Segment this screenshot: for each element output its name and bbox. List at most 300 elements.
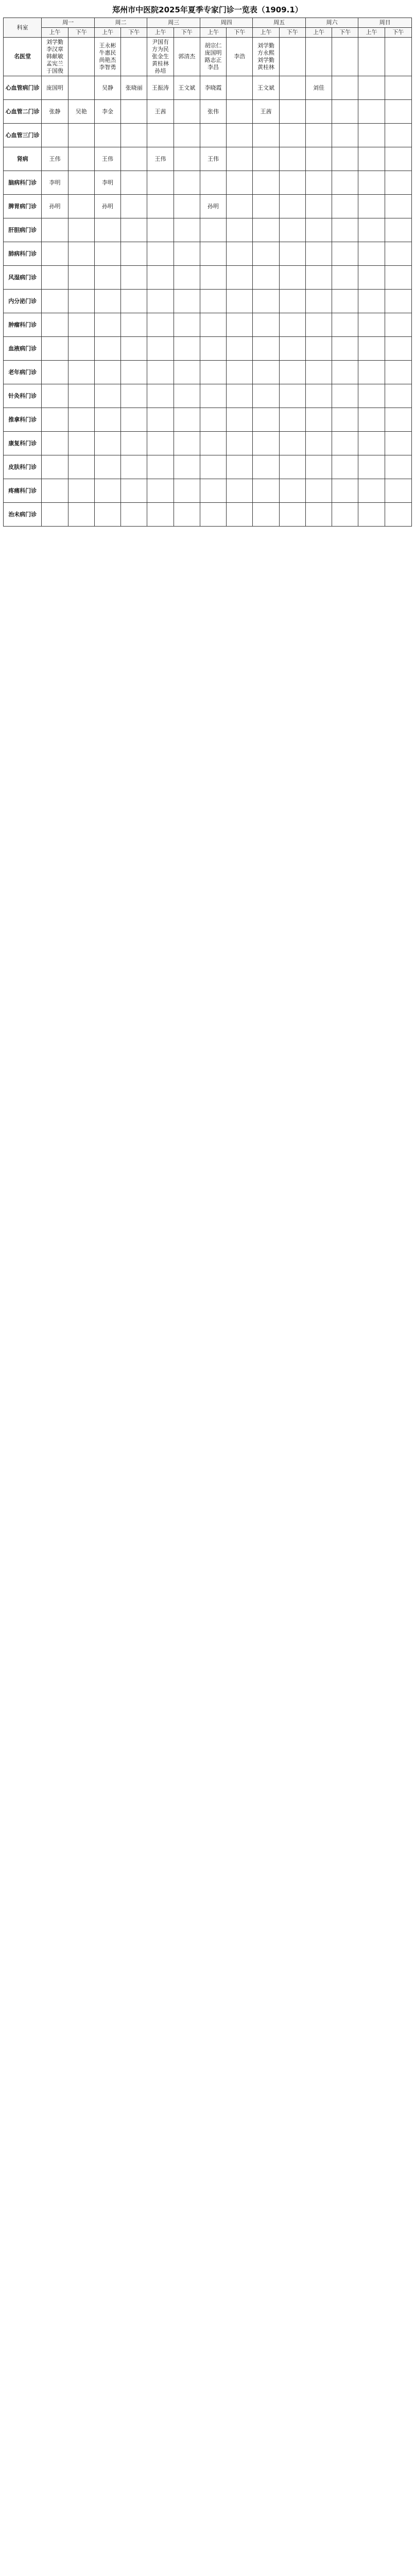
schedule-cell xyxy=(385,195,411,218)
schedule-cell xyxy=(42,218,68,242)
table-row xyxy=(4,242,412,266)
table-row xyxy=(4,38,412,76)
schedule-cell xyxy=(121,266,147,290)
schedule-cell xyxy=(121,218,147,242)
schedule-cell xyxy=(358,313,385,337)
schedule-cell xyxy=(227,242,253,266)
schedule-cell xyxy=(68,313,94,337)
schedule-cell xyxy=(94,384,120,408)
schedule-cell xyxy=(200,218,226,242)
schedule-cell xyxy=(94,290,120,313)
schedule-cell xyxy=(305,38,332,76)
schedule-cell xyxy=(253,337,279,361)
schedule-cell xyxy=(147,432,174,455)
schedule-cell xyxy=(253,195,279,218)
schedule-cell xyxy=(332,38,358,76)
schedule-cell xyxy=(94,124,120,147)
schedule-cell xyxy=(200,337,226,361)
schedule-cell xyxy=(227,384,253,408)
schedule-cell xyxy=(147,195,174,218)
schedule-cell xyxy=(68,171,94,195)
dept-cell: 肝胆病门诊 xyxy=(4,218,42,242)
schedule-cell xyxy=(68,337,94,361)
schedule-cell xyxy=(68,503,94,527)
schedule-cell xyxy=(174,455,200,479)
schedule-cell xyxy=(94,479,120,503)
schedule-cell xyxy=(305,266,332,290)
schedule-cell xyxy=(279,455,305,479)
dept-cell: 肺病科门诊 xyxy=(4,242,42,266)
schedule-cell xyxy=(174,195,200,218)
schedule-cell xyxy=(385,337,411,361)
schedule-cell xyxy=(42,361,68,384)
schedule-cell xyxy=(121,337,147,361)
schedule-cell xyxy=(358,100,385,124)
header-am: 上午 xyxy=(305,28,332,38)
schedule-cell xyxy=(305,432,332,455)
schedule-cell xyxy=(227,432,253,455)
header-dept: 科室 xyxy=(4,18,42,38)
schedule-cell xyxy=(68,408,94,432)
schedule-cell xyxy=(358,124,385,147)
schedule-cell: 王永彬 牛惠民 尚艳杰 李智勇 xyxy=(94,38,120,76)
schedule-cell xyxy=(121,313,147,337)
schedule-cell xyxy=(385,313,411,337)
schedule-cell: 王伟 xyxy=(200,147,226,171)
schedule-cell xyxy=(121,290,147,313)
schedule-cell xyxy=(200,171,226,195)
table-row xyxy=(4,266,412,290)
schedule-cell xyxy=(305,290,332,313)
schedule-cell xyxy=(385,432,411,455)
schedule-cell xyxy=(121,479,147,503)
schedule-cell xyxy=(332,100,358,124)
schedule-cell xyxy=(358,218,385,242)
schedule-cell xyxy=(305,503,332,527)
schedule-cell xyxy=(200,384,226,408)
schedule-cell xyxy=(147,290,174,313)
table-row xyxy=(4,100,412,124)
schedule-cell xyxy=(305,455,332,479)
schedule-cell xyxy=(42,242,68,266)
table-row xyxy=(4,195,412,218)
schedule-cell xyxy=(385,361,411,384)
schedule-cell xyxy=(147,455,174,479)
schedule-cell xyxy=(253,479,279,503)
schedule-cell xyxy=(332,337,358,361)
table-subheader-row xyxy=(4,28,412,38)
schedule-cell xyxy=(358,38,385,76)
schedule-cell xyxy=(305,100,332,124)
schedule-cell xyxy=(385,384,411,408)
dept-cell: 脾胃病门诊 xyxy=(4,195,42,218)
schedule-cell xyxy=(385,503,411,527)
schedule-cell xyxy=(253,124,279,147)
schedule-cell: 刘学勤 方永熙 刘学勤 黄桂林 xyxy=(253,38,279,76)
schedule-cell xyxy=(279,313,305,337)
schedule-cell xyxy=(174,218,200,242)
schedule-cell xyxy=(332,124,358,147)
schedule-cell xyxy=(147,384,174,408)
table-header-row xyxy=(4,18,412,28)
schedule-cell xyxy=(174,384,200,408)
schedule-cell xyxy=(68,290,94,313)
schedule-cell xyxy=(279,479,305,503)
schedule-cell xyxy=(358,147,385,171)
schedule-cell xyxy=(332,266,358,290)
header-pm: 下午 xyxy=(332,28,358,38)
schedule-cell: 李晓霞 xyxy=(200,76,226,100)
schedule-cell: 王伟 xyxy=(94,147,120,171)
schedule-cell xyxy=(200,479,226,503)
table-row xyxy=(4,171,412,195)
schedule-cell xyxy=(253,266,279,290)
header-am: 上午 xyxy=(94,28,120,38)
schedule-cell xyxy=(121,361,147,384)
schedule-cell xyxy=(147,171,174,195)
schedule-cell xyxy=(42,455,68,479)
dept-cell: 康复科门诊 xyxy=(4,432,42,455)
schedule-cell xyxy=(305,384,332,408)
schedule-cell xyxy=(121,384,147,408)
schedule-cell xyxy=(305,242,332,266)
schedule-cell xyxy=(42,290,68,313)
header-pm: 下午 xyxy=(279,28,305,38)
schedule-cell xyxy=(332,408,358,432)
schedule-cell xyxy=(68,384,94,408)
schedule-cell xyxy=(279,195,305,218)
schedule-cell xyxy=(358,337,385,361)
schedule-cell: 李浩 xyxy=(227,38,253,76)
schedule-cell xyxy=(253,147,279,171)
schedule-cell xyxy=(279,384,305,408)
schedule-cell xyxy=(200,408,226,432)
schedule-cell xyxy=(227,361,253,384)
schedule-cell xyxy=(121,432,147,455)
schedule-cell xyxy=(94,218,120,242)
schedule-cell: 孙明 xyxy=(94,195,120,218)
schedule-cell xyxy=(94,337,120,361)
table-row xyxy=(4,76,412,100)
schedule-cell xyxy=(68,242,94,266)
schedule-cell xyxy=(147,218,174,242)
header-pm: 下午 xyxy=(68,28,94,38)
schedule-cell xyxy=(332,171,358,195)
schedule-cell xyxy=(227,266,253,290)
header-day: 周三 xyxy=(147,18,200,28)
schedule-cell xyxy=(279,242,305,266)
schedule-cell xyxy=(358,455,385,479)
schedule-cell xyxy=(279,124,305,147)
schedule-cell xyxy=(358,408,385,432)
schedule-cell xyxy=(332,76,358,100)
schedule-cell xyxy=(358,479,385,503)
schedule-cell xyxy=(253,218,279,242)
header-pm: 下午 xyxy=(121,28,147,38)
header-day: 周四 xyxy=(200,18,253,28)
schedule-cell xyxy=(279,100,305,124)
schedule-cell xyxy=(174,361,200,384)
schedule-cell xyxy=(174,337,200,361)
schedule-cell xyxy=(121,242,147,266)
schedule-cell: 张静 xyxy=(42,100,68,124)
table-row xyxy=(4,503,412,527)
header-day: 周二 xyxy=(94,18,147,28)
schedule-cell xyxy=(385,76,411,100)
schedule-cell xyxy=(385,479,411,503)
schedule-cell xyxy=(227,171,253,195)
table-row xyxy=(4,479,412,503)
schedule-cell xyxy=(200,266,226,290)
schedule-cell xyxy=(121,408,147,432)
schedule-cell xyxy=(227,76,253,100)
schedule-cell xyxy=(227,195,253,218)
schedule-cell xyxy=(174,313,200,337)
schedule-cell xyxy=(174,100,200,124)
header-day: 周五 xyxy=(253,18,306,28)
schedule-cell xyxy=(253,290,279,313)
table-row xyxy=(4,290,412,313)
document-title: 郑州市中医院2025年夏季专家门诊一览表（1909.1） xyxy=(112,5,303,14)
schedule-cell xyxy=(174,124,200,147)
schedule-cell: 王文斌 xyxy=(174,76,200,100)
schedule-cell: 李明 xyxy=(94,171,120,195)
schedule-cell xyxy=(332,455,358,479)
schedule-cell xyxy=(42,479,68,503)
schedule-cell xyxy=(68,38,94,76)
schedule-cell xyxy=(358,503,385,527)
schedule-cell xyxy=(121,455,147,479)
schedule-cell xyxy=(94,432,120,455)
dept-cell: 心血管病门诊 xyxy=(4,76,42,100)
schedule-cell xyxy=(227,124,253,147)
table-row xyxy=(4,455,412,479)
schedule-cell xyxy=(305,171,332,195)
schedule-cell xyxy=(385,290,411,313)
dept-cell: 推拿科门诊 xyxy=(4,408,42,432)
schedule-cell xyxy=(253,432,279,455)
schedule-cell: 郭清杰 xyxy=(174,38,200,76)
schedule-cell xyxy=(121,100,147,124)
schedule-cell xyxy=(305,361,332,384)
dept-cell: 老年病门诊 xyxy=(4,361,42,384)
schedule-cell xyxy=(94,455,120,479)
schedule-cell xyxy=(200,313,226,337)
schedule-cell xyxy=(279,218,305,242)
schedule-cell xyxy=(42,503,68,527)
schedule-cell: 庞国明 xyxy=(42,76,68,100)
schedule-cell xyxy=(332,384,358,408)
schedule-cell xyxy=(305,195,332,218)
schedule-cell xyxy=(332,290,358,313)
schedule-cell xyxy=(385,100,411,124)
schedule-cell xyxy=(358,195,385,218)
schedule-cell xyxy=(385,38,411,76)
schedule-cell: 孙明 xyxy=(200,195,226,218)
schedule-cell xyxy=(305,147,332,171)
schedule-cell: 张伟 xyxy=(200,100,226,124)
schedule-cell xyxy=(253,408,279,432)
dept-cell: 皮肤科门诊 xyxy=(4,455,42,479)
schedule-cell xyxy=(358,384,385,408)
schedule-cell xyxy=(385,218,411,242)
schedule-cell xyxy=(174,147,200,171)
header-am: 上午 xyxy=(147,28,174,38)
schedule-cell xyxy=(305,337,332,361)
schedule-cell: 王振涛 xyxy=(147,76,174,100)
schedule-cell xyxy=(358,76,385,100)
schedule-cell: 李金 xyxy=(94,100,120,124)
schedule-cell: 胡宗仁 庞国明 路志正 李昌 xyxy=(200,38,226,76)
schedule-cell xyxy=(305,218,332,242)
schedule-cell xyxy=(174,290,200,313)
schedule-cell xyxy=(385,408,411,432)
table-row xyxy=(4,432,412,455)
schedule-cell xyxy=(121,38,147,76)
table-row xyxy=(4,147,412,171)
schedule-cell xyxy=(94,266,120,290)
header-am: 上午 xyxy=(42,28,68,38)
dept-cell: 心血管二门诊 xyxy=(4,100,42,124)
schedule-cell xyxy=(200,432,226,455)
schedule-cell xyxy=(253,361,279,384)
schedule-cell: 刘学勤 李汉章 韩献敏 孟宪兰 于国俊 xyxy=(42,38,68,76)
schedule-cell xyxy=(385,242,411,266)
schedule-cell xyxy=(279,408,305,432)
schedule-cell xyxy=(200,455,226,479)
schedule-cell xyxy=(279,266,305,290)
schedule-cell xyxy=(68,195,94,218)
schedule-cell xyxy=(68,218,94,242)
schedule-cell xyxy=(121,195,147,218)
schedule-cell xyxy=(68,361,94,384)
schedule-cell xyxy=(68,479,94,503)
schedule-cell xyxy=(279,76,305,100)
header-pm: 下午 xyxy=(227,28,253,38)
schedule-cell xyxy=(94,242,120,266)
schedule-cell xyxy=(332,195,358,218)
schedule-cell xyxy=(279,171,305,195)
schedule-cell xyxy=(358,171,385,195)
schedule-body xyxy=(4,38,412,527)
schedule-cell xyxy=(200,124,226,147)
schedule-cell: 王茜 xyxy=(253,100,279,124)
schedule-cell xyxy=(94,408,120,432)
schedule-table xyxy=(3,18,412,527)
schedule-cell xyxy=(279,38,305,76)
schedule-cell xyxy=(121,124,147,147)
schedule-cell xyxy=(332,147,358,171)
schedule-cell xyxy=(174,479,200,503)
schedule-cell xyxy=(121,147,147,171)
schedule-cell xyxy=(385,171,411,195)
schedule-cell xyxy=(358,432,385,455)
schedule-cell xyxy=(332,313,358,337)
header-pm: 下午 xyxy=(174,28,200,38)
schedule-cell xyxy=(121,171,147,195)
header-day: 周日 xyxy=(358,18,412,28)
schedule-cell xyxy=(332,218,358,242)
schedule-cell xyxy=(42,337,68,361)
schedule-cell xyxy=(332,479,358,503)
schedule-cell: 李明 xyxy=(42,171,68,195)
dept-cell: 风湿病门诊 xyxy=(4,266,42,290)
schedule-cell xyxy=(227,290,253,313)
schedule-cell xyxy=(147,361,174,384)
schedule-cell xyxy=(253,455,279,479)
dept-cell: 心血管三门诊 xyxy=(4,124,42,147)
schedule-cell xyxy=(174,503,200,527)
table-row xyxy=(4,337,412,361)
schedule-cell xyxy=(305,313,332,337)
header-pm: 下午 xyxy=(385,28,411,38)
schedule-cell: 孙明 xyxy=(42,195,68,218)
dept-cell: 肿瘤科门诊 xyxy=(4,313,42,337)
table-row xyxy=(4,313,412,337)
schedule-cell xyxy=(147,313,174,337)
schedule-cell xyxy=(227,455,253,479)
schedule-cell xyxy=(332,361,358,384)
schedule-cell xyxy=(253,313,279,337)
schedule-cell xyxy=(200,503,226,527)
schedule-cell xyxy=(332,503,358,527)
dept-cell: 针灸科门诊 xyxy=(4,384,42,408)
schedule-cell xyxy=(227,337,253,361)
schedule-cell xyxy=(279,337,305,361)
dept-cell: 疼痛科门诊 xyxy=(4,479,42,503)
schedule-cell xyxy=(358,290,385,313)
schedule-cell xyxy=(253,384,279,408)
schedule-cell xyxy=(227,218,253,242)
schedule-cell: 王文斌 xyxy=(253,76,279,100)
schedule-cell xyxy=(94,503,120,527)
schedule-cell xyxy=(42,384,68,408)
schedule-cell xyxy=(305,408,332,432)
schedule-cell xyxy=(147,503,174,527)
schedule-cell xyxy=(68,147,94,171)
schedule-cell xyxy=(200,242,226,266)
schedule-cell xyxy=(147,266,174,290)
schedule-cell xyxy=(227,479,253,503)
schedule-cell xyxy=(147,479,174,503)
schedule-cell xyxy=(253,171,279,195)
schedule-cell xyxy=(174,242,200,266)
schedule-cell xyxy=(121,503,147,527)
schedule-cell xyxy=(68,432,94,455)
schedule-cell xyxy=(358,242,385,266)
schedule-cell: 刘佳 xyxy=(305,76,332,100)
schedule-cell xyxy=(385,266,411,290)
schedule-cell xyxy=(42,266,68,290)
dept-cell: 血液病门诊 xyxy=(4,337,42,361)
header-am: 上午 xyxy=(253,28,279,38)
schedule-cell xyxy=(174,266,200,290)
schedule-cell xyxy=(332,242,358,266)
header-am: 上午 xyxy=(200,28,226,38)
schedule-cell xyxy=(68,76,94,100)
schedule-cell xyxy=(227,408,253,432)
schedule-cell xyxy=(94,361,120,384)
dept-cell: 肾病 xyxy=(4,147,42,171)
schedule-cell xyxy=(332,432,358,455)
table-row xyxy=(4,408,412,432)
schedule-cell xyxy=(305,479,332,503)
schedule-cell xyxy=(279,503,305,527)
header-am: 上午 xyxy=(358,28,385,38)
schedule-cell xyxy=(358,361,385,384)
schedule-cell xyxy=(147,124,174,147)
schedule-cell xyxy=(68,124,94,147)
